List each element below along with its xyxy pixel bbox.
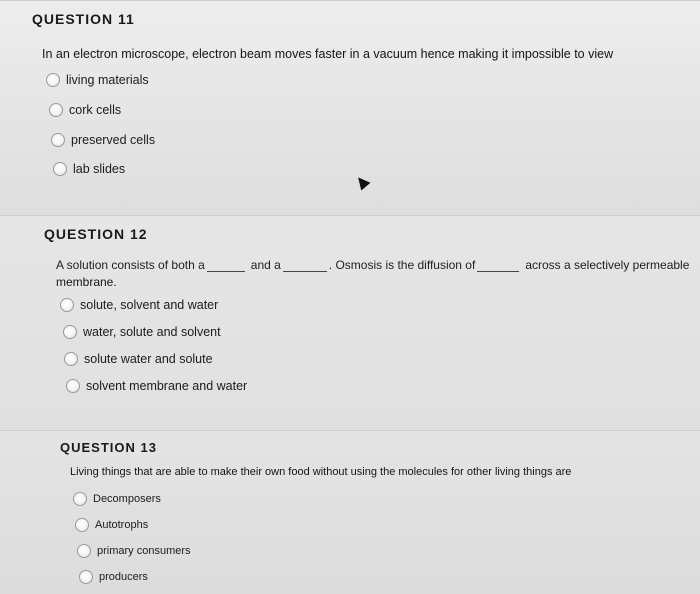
option-label: solute water and solute	[84, 352, 213, 366]
option-label: primary consumers	[97, 545, 191, 557]
question-12-text	[56, 258, 689, 272]
q12-text-part2: and a	[250, 258, 281, 272]
question-13-text: Living things that are able to make their own food without using the molecules for other living things are	[70, 466, 572, 478]
option-label: solute, solvent and water	[80, 298, 219, 312]
radio-button[interactable]	[46, 73, 60, 87]
fill-blank-1	[207, 261, 245, 272]
question-11-section	[0, 0, 700, 215]
option-label: preserved cells	[71, 133, 156, 147]
radio-button[interactable]	[73, 492, 87, 506]
q13-option-autotrophs[interactable]	[75, 515, 148, 535]
question-13-header: QUESTION 13	[60, 440, 157, 455]
radio-button[interactable]	[53, 162, 67, 176]
q12-option-2[interactable]	[63, 322, 221, 342]
option-label: cork cells	[69, 103, 122, 117]
option-label: Autotrophs	[95, 519, 149, 531]
radio-button[interactable]	[66, 379, 80, 393]
q12-option-4[interactable]	[66, 376, 247, 396]
q12-text-part1: A solution consists of both a	[56, 258, 205, 272]
q13-option-producers[interactable]	[79, 567, 148, 587]
question-12-header: QUESTION 12	[44, 226, 148, 242]
q11-option-preserved-cells[interactable]	[51, 130, 155, 150]
fill-blank-3	[477, 261, 519, 272]
option-label: living materials	[66, 73, 149, 87]
q12-option-1[interactable]	[60, 295, 218, 315]
radio-button[interactable]	[60, 298, 74, 312]
fill-blank-2	[283, 261, 327, 272]
option-label: solvent membrane and water	[86, 379, 248, 393]
question-11-header: QUESTION 11	[32, 11, 135, 27]
q12-text-part4: across a selectively permeable	[525, 258, 690, 272]
q13-option-decomposers[interactable]	[73, 489, 161, 509]
radio-button[interactable]	[49, 103, 63, 117]
option-label: lab slides	[73, 162, 126, 176]
radio-button[interactable]	[79, 570, 93, 584]
q11-option-lab-slides[interactable]	[53, 159, 125, 179]
q12-option-3[interactable]	[64, 349, 213, 369]
q11-option-cork-cells[interactable]	[49, 100, 121, 120]
radio-button[interactable]	[51, 133, 65, 147]
radio-button[interactable]	[77, 544, 91, 558]
option-label: Decomposers	[93, 493, 161, 505]
option-label: producers	[99, 571, 148, 583]
q12-text-part3: . Osmosis is the diffusion of	[328, 258, 476, 272]
q12-text-part5: membrane.	[56, 275, 117, 289]
option-label: water, solute and solvent	[83, 325, 221, 339]
question-13-section	[0, 430, 700, 594]
question-12-section	[0, 215, 700, 430]
radio-button[interactable]	[75, 518, 89, 532]
q13-option-primary-consumers[interactable]	[77, 541, 191, 561]
radio-button[interactable]	[64, 352, 78, 366]
q11-option-living-materials[interactable]	[46, 70, 149, 90]
question-11-text: In an electron microscope, electron beam moves faster in a vacuum hence making it impossible to view	[42, 47, 614, 61]
radio-button[interactable]	[63, 325, 77, 339]
